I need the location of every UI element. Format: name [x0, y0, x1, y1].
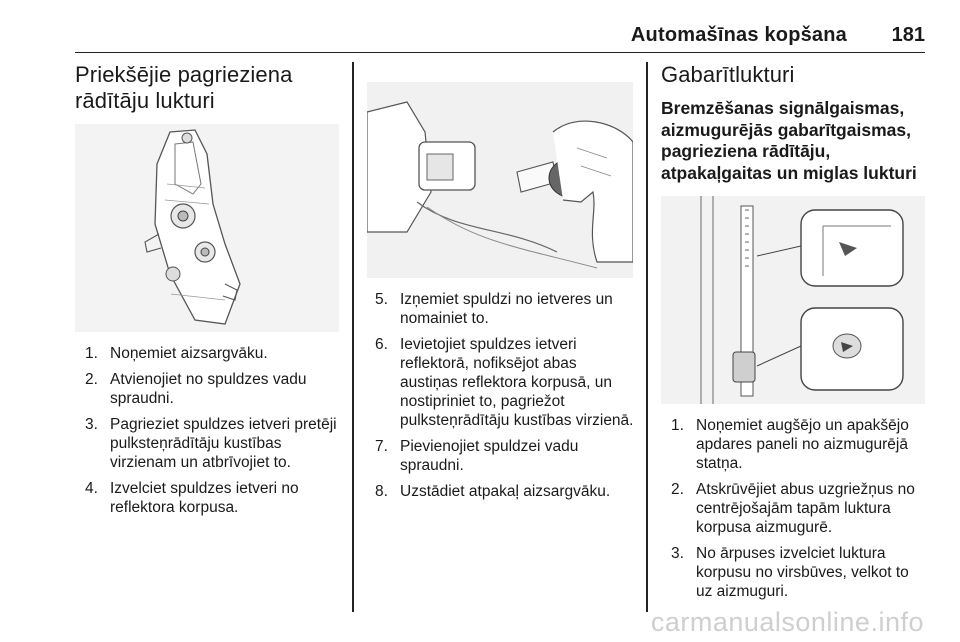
step-text: Atskrūvējiet abus uzgriežņus no centrējošajām tapām luktura korpusa aizmugurē.: [696, 481, 915, 536]
column-divider-1: [352, 62, 354, 612]
step-text: Izvelciet spuldzes ietveri no reflektora korpusa.: [110, 480, 299, 516]
list-item: [375, 290, 635, 328]
section-heading-rear-lights: Gabarītlukturi: [661, 62, 795, 87]
step-text: Pievienojiet spuldzei vadu spraudni.: [400, 438, 579, 474]
section-heading-front-indicator: [75, 62, 340, 114]
subheading-line: pagrieziena rādītāju,: [661, 141, 831, 161]
list-item: [375, 437, 635, 475]
step-text: Izņemiet spuldzi no ietveres un nomainiet to.: [400, 291, 613, 327]
heading-line: Priekšējie pagrieziena: [75, 62, 293, 87]
column-divider-2: [646, 62, 648, 612]
step-number: 8.: [375, 483, 388, 500]
step-number: 6.: [375, 336, 388, 353]
step-text: Ievietojiet spuldzes ietveri reflektorā, nofiksējot abas austiņas reflektora korpusā, un nostipriniet to, pagriežot pulksteņrādītāju kustības virzienā.: [400, 336, 634, 429]
subsection-heading: [661, 98, 927, 184]
page-number: 181: [891, 24, 925, 46]
list-item: [85, 370, 340, 408]
figure-front-indicator-lamp: [75, 124, 339, 332]
figure-bulb-socket: [367, 82, 633, 278]
column-front-indicator: [75, 62, 340, 524]
list-item: [671, 416, 927, 473]
step-text: Uzstādiet atpakaļ aizsargvāku.: [400, 483, 611, 500]
watermark: carmanualsonline.info: [650, 607, 924, 637]
list-item: [671, 544, 927, 601]
heading-line: rādītāju lukturi: [75, 88, 215, 113]
step-number: 2.: [671, 481, 684, 498]
step-number: 1.: [85, 345, 98, 362]
step-text: Pagrieziet spuldzes ietveri pretēji pulksteņrādītāju kustības virzienam un atbrīvojiet to.: [110, 416, 337, 471]
list-item: [85, 344, 340, 363]
list-item: [85, 415, 340, 472]
step-number: 5.: [375, 291, 388, 308]
list-item: [671, 480, 927, 537]
bulb-socket-illustration: [367, 82, 633, 278]
subheading-line: Bremzēšanas signālgaismas,: [661, 98, 905, 118]
list-item: [85, 479, 340, 517]
step-number: 4.: [85, 480, 98, 497]
step-number: 7.: [375, 438, 388, 455]
page-header: [75, 0, 925, 53]
step-text: Atvienojiet no spuldzes vadu spraudni.: [110, 371, 307, 407]
steps-list: [671, 416, 927, 601]
step-text: No ārpuses izvelciet luktura korpusu no virsbūves, velkot to uz aizmuguri.: [696, 545, 909, 600]
list-item: [375, 335, 635, 430]
lamp-housing-illustration: [75, 124, 339, 332]
step-number: 3.: [671, 545, 684, 562]
list-item: [375, 482, 635, 501]
chapter-title: Automašīnas kopšana: [630, 24, 847, 46]
step-text: Noņemiet aizsargvāku.: [110, 345, 268, 362]
figure-rear-pillar: [661, 196, 925, 404]
step-number: 1.: [671, 417, 684, 434]
subheading-line: atpakaļgaitas un miglas lukturi: [661, 162, 917, 183]
rear-pillar-illustration: [661, 196, 925, 404]
subheading-line: aizmugurējās gabarītgaismas,: [661, 119, 911, 140]
steps-list: [375, 290, 635, 501]
step-text: Noņemiet augšējo un apakšējo apdares paneli no aizmugurējā statņa.: [696, 417, 909, 472]
column-bulb-replacement: [367, 62, 635, 508]
step-number: 3.: [85, 416, 98, 433]
step-number: 2.: [85, 371, 98, 388]
column-rear-lights: [661, 62, 927, 608]
steps-list: [85, 344, 340, 517]
